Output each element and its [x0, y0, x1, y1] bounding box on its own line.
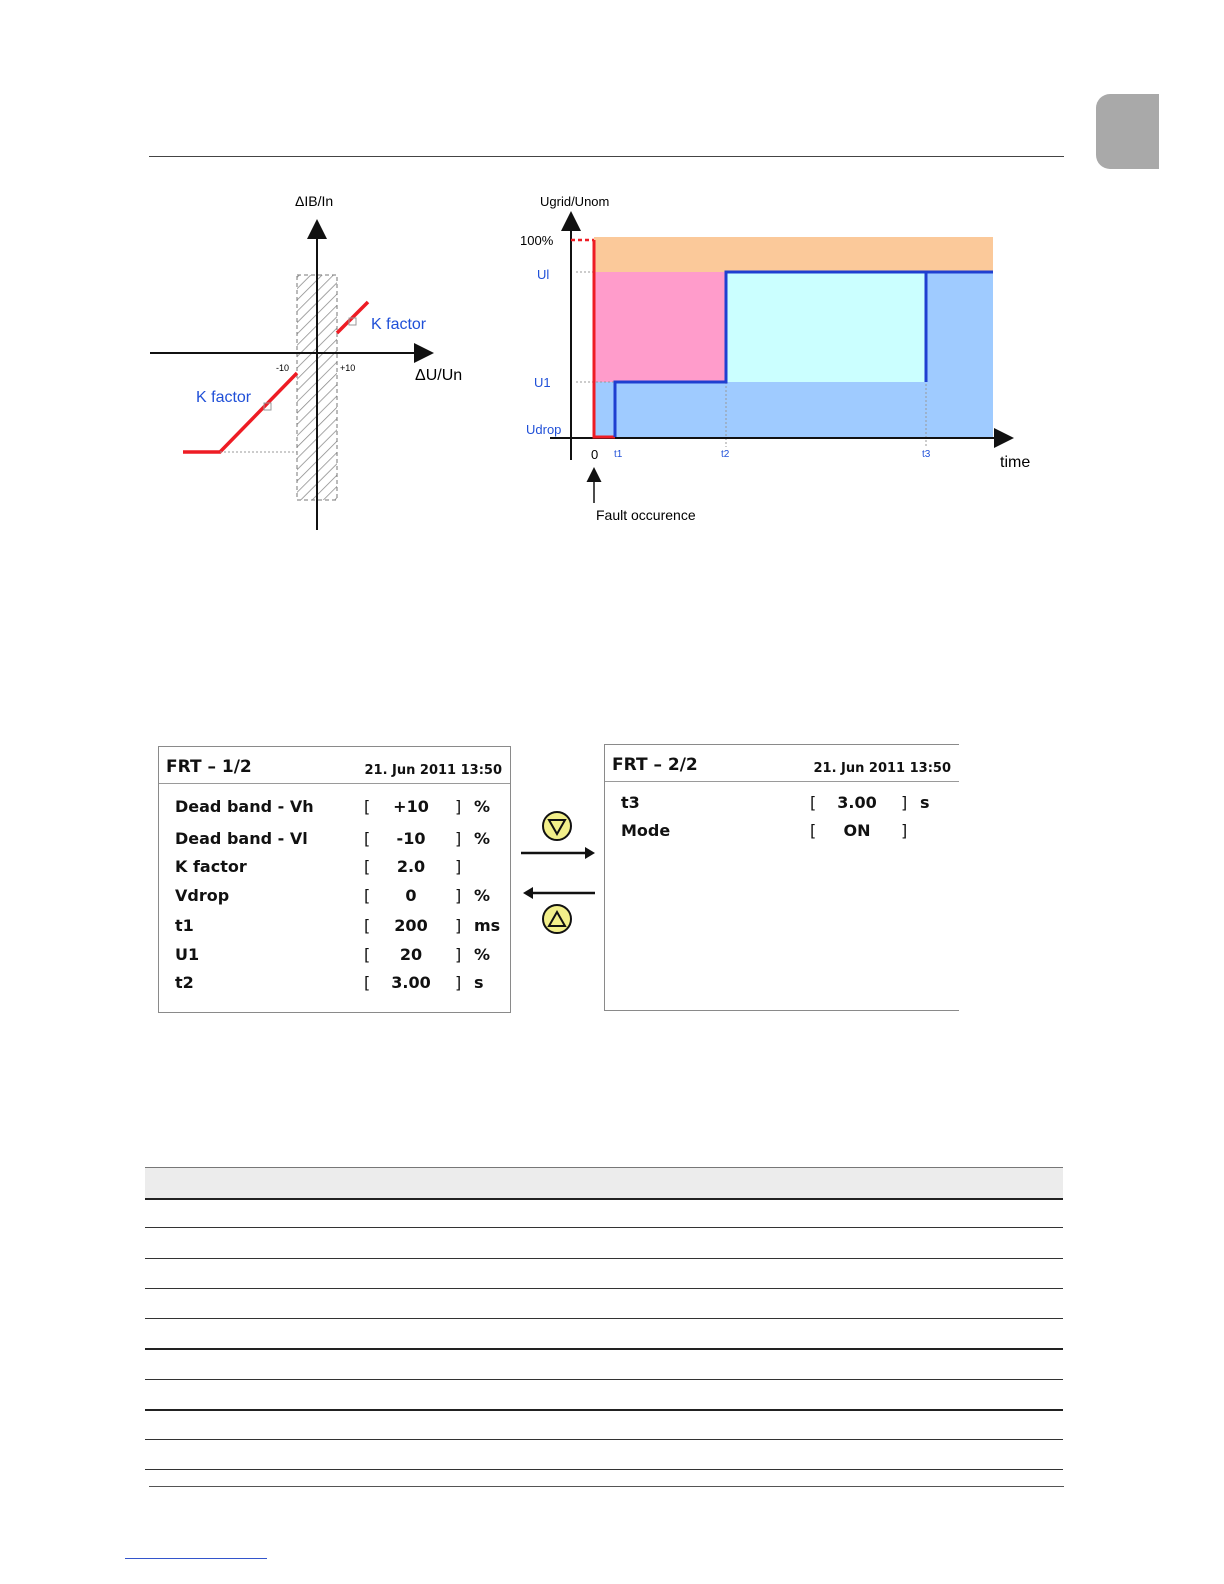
- param-row-k-factor[interactable]: [159, 857, 509, 879]
- bracket-open: [: [810, 793, 817, 812]
- param-row-t1[interactable]: [159, 916, 509, 938]
- y-axis-label: Ugrid/Unom: [540, 194, 610, 209]
- bracket-close: ]: [455, 797, 462, 816]
- footer-link-underline[interactable]: [125, 1558, 267, 1559]
- fault-occurrence-label: Fault occurence: [596, 507, 696, 523]
- bracket-close: ]: [901, 821, 908, 840]
- bracket-close: ]: [455, 857, 462, 876]
- table-row: [145, 1348, 1063, 1350]
- k-factor-diagram: [140, 185, 485, 545]
- k-factor-line-negative: [183, 373, 297, 452]
- footer-rule: [149, 1486, 1064, 1487]
- tick-0-label: 0: [591, 447, 599, 462]
- param-unit: %: [474, 797, 491, 816]
- param-value[interactable]: +10: [393, 797, 429, 816]
- down-button[interactable]: [543, 812, 571, 840]
- table-header-row: [145, 1167, 1063, 1200]
- tick-t2-label: t2: [721, 449, 730, 460]
- param-value[interactable]: 2.0: [396, 857, 426, 876]
- param-value[interactable]: 0: [405, 886, 417, 905]
- param-unit: s: [920, 793, 930, 812]
- x-axis-label: ΔU/Un: [415, 367, 463, 384]
- table-row: [145, 1227, 1063, 1228]
- param-row-dead-band-vh[interactable]: [159, 797, 509, 819]
- param-label: t3: [621, 793, 640, 812]
- bracket-close: ]: [455, 916, 462, 935]
- bracket-close: ]: [455, 945, 462, 964]
- param-unit: s: [474, 973, 484, 992]
- param-unit: %: [474, 829, 491, 848]
- param-label: U1: [175, 945, 200, 964]
- table-row: [145, 1469, 1063, 1470]
- table-row: [145, 1379, 1063, 1380]
- bracket-close: ]: [455, 973, 462, 992]
- k-factor-label-lower: K factor: [196, 389, 252, 406]
- param-label: Mode: [621, 821, 671, 840]
- tick-neg-label: -10: [276, 363, 290, 373]
- tick-t3-label: t3: [922, 449, 931, 460]
- label-udrop: Udrop: [526, 422, 562, 437]
- param-value[interactable]: ON: [843, 821, 871, 840]
- zone-cyan: [726, 272, 926, 382]
- frt-panel-2: [604, 744, 959, 1011]
- param-row-dead-band-vl[interactable]: [159, 829, 509, 851]
- header-rule: [149, 156, 1064, 157]
- bracket-open: [: [364, 916, 371, 935]
- param-unit: ms: [474, 916, 501, 935]
- param-row-mode[interactable]: [605, 821, 955, 843]
- param-label: Dead band - Vl: [175, 829, 308, 848]
- next-arrowhead: [585, 847, 595, 859]
- bracket-open: [: [364, 857, 371, 876]
- table-row: [145, 1409, 1063, 1411]
- param-unit: %: [474, 945, 491, 964]
- bracket-open: [: [364, 829, 371, 848]
- bracket-open: [: [364, 886, 371, 905]
- table-row: [145, 1318, 1063, 1319]
- panel-header: [159, 747, 510, 784]
- panel-datetime: 21. Jun 2011 13:50: [813, 761, 951, 776]
- param-label: Dead band - Vh: [175, 797, 314, 816]
- chapter-tab: [1096, 94, 1159, 169]
- table-row: [145, 1288, 1063, 1289]
- param-value[interactable]: 200: [394, 916, 428, 935]
- panel-title: FRT – 1/2: [166, 757, 252, 777]
- frt-panel-1: [158, 746, 511, 1013]
- up-button[interactable]: [543, 905, 571, 933]
- param-row-t3[interactable]: [605, 793, 955, 815]
- bracket-open: [: [810, 821, 817, 840]
- param-label: t1: [175, 916, 194, 935]
- table-row: [145, 1439, 1063, 1440]
- k-factor-label-upper: K factor: [371, 316, 427, 333]
- label-ul: Ul: [537, 267, 550, 282]
- param-value[interactable]: 3.00: [837, 793, 877, 812]
- tick-t1-label: t1: [614, 449, 623, 460]
- param-value[interactable]: 20: [399, 945, 423, 964]
- zone-pink: [594, 272, 726, 382]
- frt-profile-diagram: [510, 185, 1050, 530]
- param-value[interactable]: 3.00: [391, 973, 431, 992]
- y-axis-label: ΔIB/In: [295, 193, 334, 209]
- param-unit: %: [474, 886, 491, 905]
- bracket-close: ]: [455, 886, 462, 905]
- zone-above-ul: [594, 237, 993, 272]
- param-value[interactable]: -10: [396, 829, 426, 848]
- bracket-open: [: [364, 945, 371, 964]
- label-100-percent: 100%: [520, 233, 554, 248]
- panel-header: [605, 745, 959, 782]
- panel-datetime: 21. Jun 2011 13:50: [364, 763, 502, 778]
- param-label: t2: [175, 973, 194, 992]
- bracket-close: ]: [901, 793, 908, 812]
- up-button-circle[interactable]: [543, 905, 571, 933]
- bracket-close: ]: [455, 829, 462, 848]
- tick-pos-label: +10: [340, 363, 356, 373]
- param-label: K factor: [175, 857, 247, 876]
- table-row: [145, 1258, 1063, 1259]
- panel-title: FRT – 2/2: [612, 755, 698, 775]
- label-u1: U1: [534, 375, 551, 390]
- time-axis-label: time: [1000, 454, 1031, 471]
- zone-blue-upper: [926, 272, 993, 382]
- param-row-vdrop[interactable]: [159, 886, 509, 908]
- bracket-open: [: [364, 797, 371, 816]
- param-label: Vdrop: [175, 886, 230, 905]
- param-row-u1[interactable]: [159, 945, 509, 967]
- param-row-t2[interactable]: [159, 973, 509, 995]
- bracket-open: [: [364, 973, 371, 992]
- panel-navigation: [515, 805, 605, 940]
- zone-blue-lower: [594, 382, 993, 438]
- prev-arrowhead: [523, 887, 533, 899]
